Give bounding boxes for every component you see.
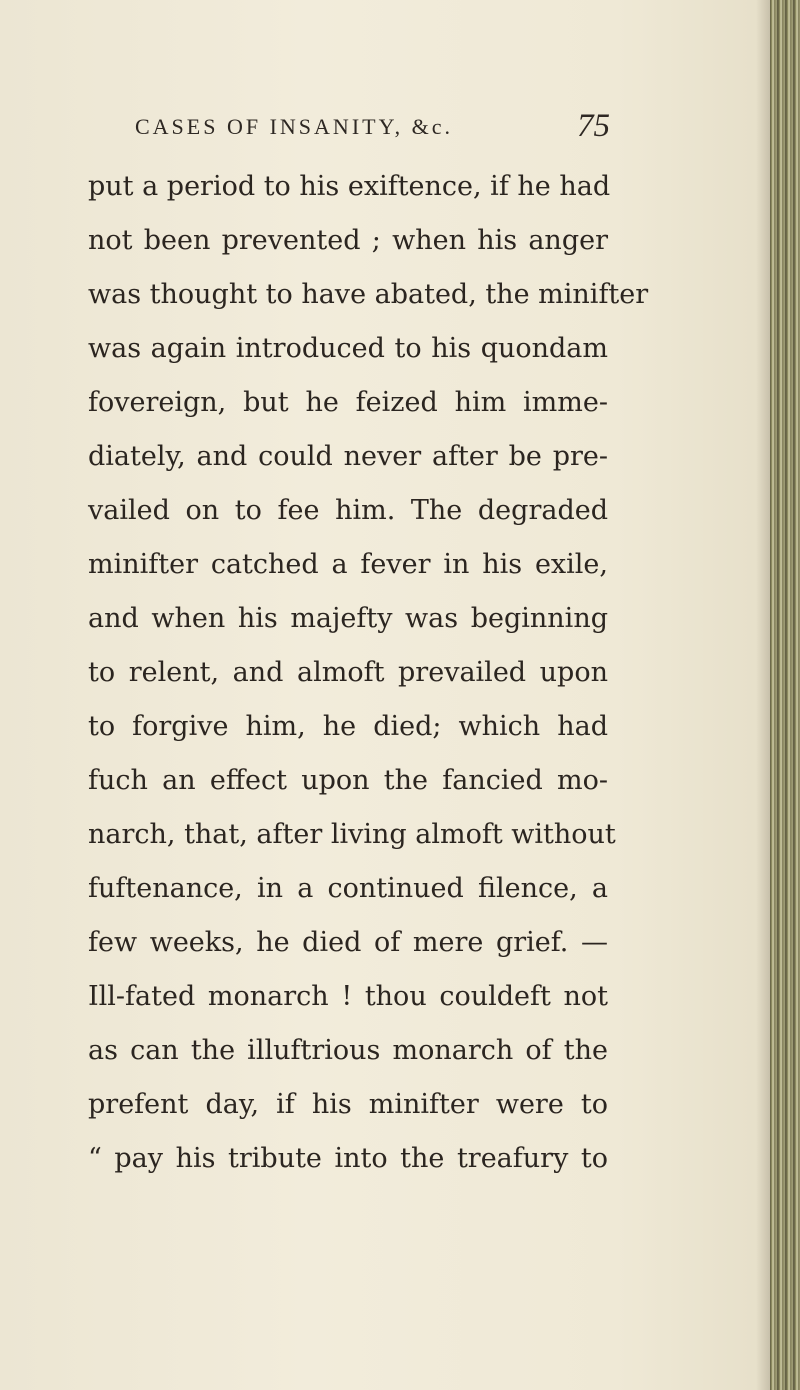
text-line: Ill-fated monarch ! thou couldeft not [88, 981, 608, 1012]
text-line: was again introduced to his quondam [88, 333, 608, 364]
text-line: to relent, and almoft prevailed upon [88, 657, 608, 688]
text-line: was thought to have abated, the minifter [88, 279, 649, 310]
body-text [88, 160, 649, 1186]
text-line: vailed on to fee him. The degraded [88, 495, 608, 526]
text-line: narch, that, after living almoft without [88, 819, 616, 850]
binding-shadow [756, 0, 770, 1390]
text-line: “ pay his tribute into the treafury to [88, 1143, 608, 1174]
text-line: as can the illuftrious monarch of the [88, 1035, 608, 1066]
running-head [135, 108, 615, 152]
text-line: prefent day, if his minifter were to [88, 1089, 608, 1120]
text-line: put a period to his exiftence, if he had [88, 171, 611, 202]
text-line: and when his majefty was beginning [88, 603, 608, 634]
text-line: minifter catched a fever in his exile, [88, 549, 608, 580]
text-line: fuch an effect upon the fancied mo- [88, 765, 608, 796]
text-line: to forgive him, he died; which had [88, 711, 608, 742]
text-line: few weeks, he died of mere grief. — [88, 927, 608, 958]
page-number: 75 [577, 108, 610, 144]
text-line: fovereign, but he feized him imme- [88, 387, 608, 418]
running-title: CASES OF INSANITY, &c. [135, 114, 454, 139]
book-binding-edge [770, 0, 800, 1390]
text-line: diately, and could never after be pre- [88, 441, 608, 472]
text-line: not been prevented ; when his anger [88, 225, 608, 256]
text-line: fuftenance, in a continued filence, a [88, 873, 608, 904]
